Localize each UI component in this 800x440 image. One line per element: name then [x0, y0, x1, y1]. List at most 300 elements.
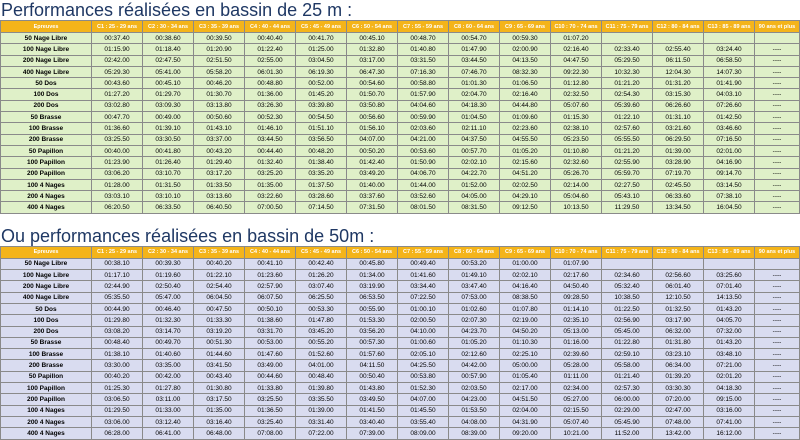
- section-title-25m: Performances réalisées en bassin de 25 m :: [1, 0, 353, 20]
- time-cell: 01:41.60: [398, 270, 449, 281]
- time-cell: 01:26.20: [296, 270, 347, 281]
- time-cell: 02:14.00: [551, 179, 602, 190]
- time-cell: 01:09.60: [500, 112, 551, 123]
- time-cell: [755, 258, 800, 269]
- column-header-category: C9 : 65 - 69 ans: [500, 21, 551, 33]
- time-cell: 00:43.40: [194, 371, 245, 382]
- time-cell: 03:25.50: [245, 394, 296, 405]
- time-cell: 00:47.50: [194, 303, 245, 314]
- time-cell: 03:03.10: [92, 191, 143, 202]
- time-cell: 01:37.50: [296, 179, 347, 190]
- table-row: [1, 405, 800, 416]
- time-cell: 01:10.30: [500, 337, 551, 348]
- table-row: [1, 145, 800, 156]
- time-cell: 04:07.00: [398, 394, 449, 405]
- time-cell: 01:51.10: [296, 123, 347, 134]
- event-name: 200 Papillon: [1, 394, 92, 405]
- time-cell: 08:39.00: [449, 428, 500, 439]
- time-cell: 03:17.50: [194, 394, 245, 405]
- time-cell: 00:50.10: [245, 303, 296, 314]
- time-cell: 02:25.10: [500, 349, 551, 360]
- time-cell: 03:30.30: [653, 383, 704, 394]
- event-name: 50 Dos: [1, 303, 92, 314]
- time-cell: 01:16.00: [551, 337, 602, 348]
- time-cell: ----: [755, 168, 800, 179]
- time-cell: 07:00.50: [245, 202, 296, 213]
- table-row: [1, 416, 800, 427]
- time-cell: 02:01.20: [704, 371, 755, 382]
- table-row: [1, 337, 800, 348]
- time-cell: 02:32.50: [551, 89, 602, 100]
- time-cell: 04:51.50: [500, 394, 551, 405]
- time-cell: 00:44.60: [245, 371, 296, 382]
- header-row: [1, 246, 800, 258]
- time-cell: 03:21.60: [653, 123, 704, 134]
- time-cell: 00:40.20: [194, 258, 245, 269]
- time-cell: 02:02.50: [500, 179, 551, 190]
- time-cell: 01:38.40: [296, 157, 347, 168]
- section-25m: [0, 0, 800, 214]
- time-cell: 03:47.40: [449, 281, 500, 292]
- time-cell: 06:25.50: [296, 292, 347, 303]
- time-cell: 00:54.60: [347, 78, 398, 89]
- event-name: 50 Nage Libre: [1, 258, 92, 269]
- time-cell: 01:39.20: [653, 371, 704, 382]
- time-cell: 09:22.30: [551, 66, 602, 77]
- time-cell: 00:51.30: [194, 337, 245, 348]
- time-cell: 01:04.50: [449, 112, 500, 123]
- time-cell: 04:23.70: [449, 326, 500, 337]
- time-cell: 01:52.60: [296, 349, 347, 360]
- time-cell: 03:24.40: [704, 44, 755, 55]
- time-cell: 01:43.80: [347, 383, 398, 394]
- time-cell: 05:00.00: [500, 360, 551, 371]
- time-cell: 00:45.10: [143, 78, 194, 89]
- time-cell: 02:56.90: [602, 315, 653, 326]
- time-cell: 06:53.50: [347, 292, 398, 303]
- time-cell: 01:33.00: [143, 405, 194, 416]
- column-header-category: C3 : 35 - 39 ans: [194, 246, 245, 258]
- event-name: 200 4 Nages: [1, 416, 92, 427]
- table-50m: [0, 246, 800, 440]
- time-cell: 00:43.60: [92, 78, 143, 89]
- time-cell: 06:41.00: [143, 428, 194, 439]
- time-cell: 06:48.00: [194, 428, 245, 439]
- event-name: 50 Papillon: [1, 371, 92, 382]
- time-cell: 01:20.90: [194, 44, 245, 55]
- time-cell: 01:36.00: [245, 89, 296, 100]
- column-header-category: C8 : 60 - 64 ans: [449, 21, 500, 33]
- time-cell: ----: [755, 145, 800, 156]
- event-name: 100 Dos: [1, 315, 92, 326]
- time-cell: 02:16.40: [551, 44, 602, 55]
- time-cell: 06:33.60: [653, 191, 704, 202]
- event-name: 100 Papillon: [1, 383, 92, 394]
- time-cell: ----: [755, 337, 800, 348]
- table-row: [1, 89, 800, 100]
- time-cell: 01:22.10: [602, 112, 653, 123]
- time-cell: 01:14.10: [551, 303, 602, 314]
- time-cell: 00:58.80: [398, 78, 449, 89]
- time-cell: 03:39.80: [296, 100, 347, 111]
- time-cell: 00:49.00: [143, 112, 194, 123]
- time-cell: ----: [755, 134, 800, 145]
- time-cell: 05:07.60: [551, 100, 602, 111]
- time-cell: 01:10.80: [551, 145, 602, 156]
- section-50m: [0, 226, 800, 440]
- time-cell: ----: [755, 55, 800, 66]
- time-cell: 02:42.00: [92, 55, 143, 66]
- event-name: 400 4 Nages: [1, 428, 92, 439]
- table-row: [1, 428, 800, 439]
- time-cell: 05:23.50: [551, 134, 602, 145]
- time-cell: 04:13.50: [500, 55, 551, 66]
- time-cell: 00:54.70: [449, 33, 500, 44]
- time-cell: 01:29.80: [92, 315, 143, 326]
- time-cell: 03:40.40: [347, 416, 398, 427]
- table-row: [1, 326, 800, 337]
- time-cell: 01:38.10: [92, 349, 143, 360]
- time-cell: 03:13.60: [194, 191, 245, 202]
- column-header-category: C1 : 25 - 29 ans: [92, 21, 143, 33]
- time-cell: 03:06.20: [92, 168, 143, 179]
- time-cell: 02:47.50: [143, 55, 194, 66]
- column-header-category: C11 : 75 - 79 ans: [602, 246, 653, 258]
- time-cell: 03:48.10: [704, 349, 755, 360]
- time-cell: 01:34.00: [347, 270, 398, 281]
- time-cell: 01:22.40: [245, 44, 296, 55]
- time-cell: 00:39.50: [194, 33, 245, 44]
- time-cell: 05:41.00: [143, 66, 194, 77]
- time-cell: 03:22.60: [245, 191, 296, 202]
- column-header-epreuves: Epreuves: [1, 21, 92, 33]
- time-cell: 05:45.00: [602, 326, 653, 337]
- time-cell: 03:14.70: [143, 326, 194, 337]
- time-cell: 08:09.00: [398, 428, 449, 439]
- column-header-category: C12 : 80 - 84 ans: [653, 21, 704, 33]
- time-cell: 02:34.60: [602, 270, 653, 281]
- time-cell: 01:31.50: [143, 179, 194, 190]
- time-cell: 02:11.10: [449, 123, 500, 134]
- time-cell: 03:30.00: [92, 360, 143, 371]
- time-cell: 01:44.00: [398, 179, 449, 190]
- time-cell: 03:25.40: [245, 416, 296, 427]
- table-row: [1, 394, 800, 405]
- time-cell: 01:23.60: [245, 270, 296, 281]
- time-cell: 03:16.00: [704, 405, 755, 416]
- time-cell: 03:35.00: [143, 360, 194, 371]
- event-name: 200 Nage Libre: [1, 55, 92, 66]
- time-cell: 03:19.20: [194, 326, 245, 337]
- time-cell: 06:11.50: [653, 55, 704, 66]
- time-cell: 03:37.60: [347, 191, 398, 202]
- time-cell: 03:17.00: [347, 55, 398, 66]
- time-cell: 11:52.00: [602, 428, 653, 439]
- time-cell: 01:01.30: [449, 78, 500, 89]
- time-cell: 01:57.60: [347, 349, 398, 360]
- time-cell: 01:32.40: [245, 157, 296, 168]
- time-cell: ----: [755, 292, 800, 303]
- time-cell: 02:35.10: [551, 315, 602, 326]
- table-row: [1, 191, 800, 202]
- time-cell: 07:01.40: [704, 281, 755, 292]
- time-cell: 01:07.80: [500, 303, 551, 314]
- time-cell: 01:31.80: [653, 337, 704, 348]
- time-cell: 01:47.60: [245, 349, 296, 360]
- time-cell: 02:32.60: [551, 157, 602, 168]
- time-cell: 06:04.50: [194, 292, 245, 303]
- time-cell: 00:42.00: [143, 371, 194, 382]
- time-cell: 04:23.00: [449, 394, 500, 405]
- table-row: [1, 100, 800, 111]
- time-cell: 04:31.90: [500, 416, 551, 427]
- time-cell: 04:37.50: [449, 134, 500, 145]
- table-row: [1, 44, 800, 55]
- time-cell: 03:26.30: [245, 100, 296, 111]
- time-cell: 00:53.80: [398, 371, 449, 382]
- event-name: 200 Nage Libre: [1, 281, 92, 292]
- time-cell: 03:25.20: [245, 168, 296, 179]
- time-cell: 02:55.40: [653, 44, 704, 55]
- time-cell: 06:29.50: [653, 134, 704, 145]
- time-cell: 04:10.00: [398, 326, 449, 337]
- time-cell: 01:42.50: [704, 112, 755, 123]
- time-cell: 04:06.70: [398, 168, 449, 179]
- time-cell: 01:40.80: [398, 44, 449, 55]
- time-cell: ----: [755, 360, 800, 371]
- time-cell: 04:16.90: [704, 157, 755, 168]
- time-cell: 00:40.00: [92, 145, 143, 156]
- table-row: [1, 112, 800, 123]
- time-cell: 01:18.40: [143, 44, 194, 55]
- time-cell: 01:00.10: [398, 303, 449, 314]
- time-cell: 01:21.20: [602, 78, 653, 89]
- time-cell: 05:32.40: [602, 281, 653, 292]
- event-name: 100 Nage Libre: [1, 270, 92, 281]
- time-cell: 03:09.30: [143, 100, 194, 111]
- time-cell: 07:16.30: [398, 66, 449, 77]
- time-cell: 14:07.30: [704, 66, 755, 77]
- time-cell: 07:22.00: [296, 428, 347, 439]
- time-cell: 04:29.10: [500, 191, 551, 202]
- time-cell: 05:26.70: [551, 168, 602, 179]
- time-cell: 02:03.50: [449, 383, 500, 394]
- time-cell: 03:56.50: [296, 134, 347, 145]
- time-cell: 08:38.50: [500, 292, 551, 303]
- time-cell: 01:36.60: [92, 123, 143, 134]
- column-header-category: C13 : 85 - 89 ans: [704, 21, 755, 33]
- time-cell: 00:50.60: [194, 112, 245, 123]
- time-cell: 07:21.00: [704, 360, 755, 371]
- table-row: [1, 78, 800, 89]
- time-cell: 01:33.30: [194, 315, 245, 326]
- column-header-category: C2 : 30 - 34 ans: [143, 21, 194, 33]
- time-cell: 03:50.80: [347, 100, 398, 111]
- time-cell: 06:33.50: [143, 202, 194, 213]
- time-cell: 03:08.20: [92, 326, 143, 337]
- time-cell: 00:59.30: [500, 33, 551, 44]
- table-row: [1, 315, 800, 326]
- section-title-50m: Ou performances réalisées en bassin de 50m :: [1, 225, 375, 246]
- event-name: 200 Dos: [1, 326, 92, 337]
- time-cell: 10:32.30: [602, 66, 653, 77]
- time-cell: 00:44.40: [245, 145, 296, 156]
- time-cell: 01:56.10: [347, 123, 398, 134]
- time-cell: 01:07.90: [551, 258, 602, 269]
- time-cell: 04:01.00: [296, 360, 347, 371]
- time-cell: 01:39.80: [296, 383, 347, 394]
- time-cell: 06:26.60: [653, 100, 704, 111]
- time-cell: 01:22.80: [602, 337, 653, 348]
- time-cell: 05:59.70: [602, 168, 653, 179]
- column-header-category: C10 : 70 - 74 ans: [551, 246, 602, 258]
- time-cell: 00:46.40: [143, 303, 194, 314]
- time-cell: 07:32.00: [704, 326, 755, 337]
- table-row: [1, 303, 800, 314]
- time-cell: 03:04.50: [296, 55, 347, 66]
- time-cell: 00:49.70: [143, 337, 194, 348]
- column-header-category: C9 : 65 - 69 ans: [500, 246, 551, 258]
- time-cell: 02:44.90: [92, 281, 143, 292]
- time-cell: 03:25.60: [704, 270, 755, 281]
- time-cell: 00:46.20: [194, 78, 245, 89]
- time-cell: 05:45.90: [602, 416, 653, 427]
- time-cell: 03:23.10: [653, 349, 704, 360]
- time-cell: 03:41.50: [194, 360, 245, 371]
- column-header-category: C7 : 55 - 59 ans: [398, 246, 449, 258]
- time-cell: 02:00.90: [500, 44, 551, 55]
- time-cell: 01:53.30: [347, 315, 398, 326]
- time-cell: 01:33.50: [194, 179, 245, 190]
- time-cell: 01:02.60: [449, 303, 500, 314]
- time-cell: 00:53.30: [296, 303, 347, 314]
- time-cell: 01:41.90: [704, 78, 755, 89]
- time-cell: 05:39.60: [602, 100, 653, 111]
- time-cell: 13:34.50: [653, 202, 704, 213]
- time-cell: 03:49.00: [245, 360, 296, 371]
- time-cell: ----: [755, 123, 800, 134]
- time-cell: 03:17.90: [653, 315, 704, 326]
- time-cell: 02:05.10: [398, 349, 449, 360]
- column-header-category: C12 : 80 - 84 ans: [653, 246, 704, 258]
- time-cell: 05:47.00: [143, 292, 194, 303]
- time-cell: 09:20.00: [500, 428, 551, 439]
- time-cell: 05:13.00: [551, 326, 602, 337]
- time-cell: 04:55.50: [500, 134, 551, 145]
- time-cell: 05:29.50: [602, 55, 653, 66]
- time-cell: 03:02.80: [92, 100, 143, 111]
- time-cell: 06:19.30: [296, 66, 347, 77]
- time-cell: 03:49.50: [347, 394, 398, 405]
- time-cell: 00:53.20: [449, 258, 500, 269]
- column-header-category: C5 : 45 - 49 ans: [296, 246, 347, 258]
- time-cell: 01:29.40: [194, 157, 245, 168]
- time-cell: 00:40.20: [92, 371, 143, 382]
- time-cell: 01:31.10: [653, 112, 704, 123]
- time-cell: 01:43.20: [704, 337, 755, 348]
- table-row: [1, 168, 800, 179]
- time-cell: 03:16.40: [194, 416, 245, 427]
- time-cell: 03:13.80: [194, 100, 245, 111]
- time-cell: 02:56.60: [653, 270, 704, 281]
- time-cell: 10:38.50: [602, 292, 653, 303]
- time-cell: 02:54.40: [194, 281, 245, 292]
- time-cell: 01:39.00: [653, 145, 704, 156]
- time-cell: 00:48.70: [398, 33, 449, 44]
- time-cell: 00:52.00: [296, 78, 347, 89]
- column-header-category: C1 : 25 - 29 ans: [92, 246, 143, 258]
- time-cell: 01:22.50: [602, 303, 653, 314]
- time-cell: ----: [755, 383, 800, 394]
- time-cell: 00:56.60: [347, 112, 398, 123]
- time-cell: 01:40.60: [143, 349, 194, 360]
- time-cell: 00:53.60: [398, 145, 449, 156]
- time-cell: 05:28.00: [551, 360, 602, 371]
- time-cell: 13:42.00: [653, 428, 704, 439]
- table-row: [1, 292, 800, 303]
- time-cell: 03:28.60: [296, 191, 347, 202]
- time-cell: 03:44.50: [245, 134, 296, 145]
- time-cell: 14:13.50: [704, 292, 755, 303]
- time-cell: ----: [755, 89, 800, 100]
- time-cell: 01:28.00: [92, 179, 143, 190]
- column-header-category: C3 : 35 - 39 ans: [194, 21, 245, 33]
- time-cell: 06:34.00: [653, 360, 704, 371]
- time-cell: 01:32.50: [653, 303, 704, 314]
- time-cell: 06:28.00: [92, 428, 143, 439]
- time-cell: 00:48.40: [296, 371, 347, 382]
- time-cell: 01:32.30: [143, 315, 194, 326]
- time-cell: 02:15.50: [551, 405, 602, 416]
- time-cell: 00:42.40: [296, 258, 347, 269]
- time-cell: 11:29.50: [602, 202, 653, 213]
- time-cell: ----: [755, 100, 800, 111]
- time-cell: 03:11.00: [143, 394, 194, 405]
- time-cell: 01:43.20: [704, 303, 755, 314]
- time-cell: 01:39.10: [143, 123, 194, 134]
- time-cell: 02:54.30: [602, 89, 653, 100]
- time-cell: 04:50.20: [500, 326, 551, 337]
- time-cell: 07:16.50: [704, 134, 755, 145]
- time-cell: 03:10.70: [143, 168, 194, 179]
- time-cell: 01:11.00: [551, 371, 602, 382]
- time-cell: 03:12.40: [143, 416, 194, 427]
- time-cell: 00:57.70: [449, 145, 500, 156]
- time-cell: 04:50.40: [551, 281, 602, 292]
- time-cell: 01:47.90: [449, 44, 500, 55]
- time-cell: 01:49.10: [449, 270, 500, 281]
- time-cell: 04:07.00: [347, 134, 398, 145]
- time-cell: 06:58.50: [704, 55, 755, 66]
- table-row: [1, 202, 800, 213]
- time-cell: 02:23.60: [500, 123, 551, 134]
- event-name: 50 Brasse: [1, 337, 92, 348]
- event-name: 50 Nage Libre: [1, 33, 92, 44]
- time-cell: 00:48.40: [92, 337, 143, 348]
- time-cell: ----: [755, 394, 800, 405]
- time-cell: ----: [755, 44, 800, 55]
- time-cell: [602, 33, 653, 44]
- time-cell: 05:58.20: [194, 66, 245, 77]
- time-cell: 01:29.50: [92, 405, 143, 416]
- time-cell: 00:38.10: [92, 258, 143, 269]
- time-cell: ----: [755, 112, 800, 123]
- time-cell: 09:14.70: [704, 168, 755, 179]
- time-cell: 02:39.60: [551, 349, 602, 360]
- time-cell: 01:21.20: [602, 145, 653, 156]
- event-name: 200 Dos: [1, 100, 92, 111]
- time-cell: 00:57.90: [449, 371, 500, 382]
